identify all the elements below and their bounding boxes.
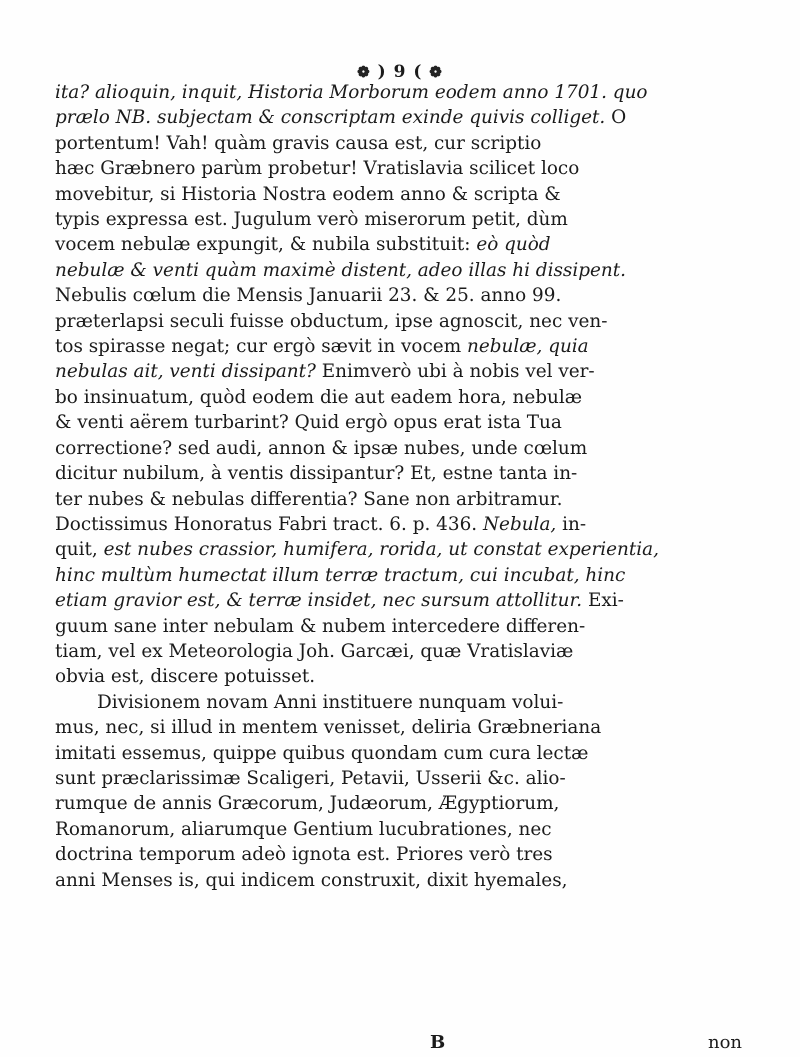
text-segment: imitati essemus, quippe quibus quondam cum cura lectæ (55, 742, 589, 764)
text-segment: eò quòd (476, 234, 551, 256)
text-segment: Nebula, (482, 513, 557, 535)
page-number: ) 9 ( (377, 62, 423, 82)
text-line (55, 334, 773, 359)
text-segment: anni Menses is, qui indicem construxit, dixit hyemales, (55, 869, 568, 891)
text-line (55, 359, 773, 384)
text-segment: nebulæ, quia (466, 336, 589, 358)
text-line (55, 182, 773, 207)
text-segment: hæc Græbnero parùm probetur! Vratislavia scilicet loco (55, 158, 580, 180)
text-segment: portentum! Vah! quàm gravis causa est, cur scriptio (55, 132, 542, 154)
text-segment: Doctissimus Honoratus Fabri tract. 6. p. 436. (55, 513, 483, 535)
text-segment: correctione? sed audi, annon & ipsæ nubes, unde cœlum (55, 437, 588, 459)
catchword: non (708, 1032, 743, 1053)
text-line (55, 105, 773, 130)
text-line (55, 258, 773, 283)
text-line (55, 156, 773, 181)
text-line (55, 791, 773, 816)
text-line (55, 817, 773, 842)
running-header (0, 62, 800, 82)
body-text (55, 80, 773, 893)
text-segment: typis expressa est. Jugulum verò miserorum petit, dùm (55, 209, 568, 231)
text-segment: tiam, vel ex Meteorologia Joh. Garcæi, quæ Vratislaviæ (55, 640, 574, 662)
text-line (55, 741, 773, 766)
text-line (55, 614, 773, 639)
text-segment: ita? alioquin, inquit, Historia Morborum eodem anno 1701. quo (55, 82, 648, 103)
text-segment: Romanorum, aliarumque Gentium lucubrationes, nec (55, 818, 552, 840)
text-segment: est nubes crassior, humifera, rorida, ut constat experientia, (103, 539, 659, 561)
text-segment: in- (556, 513, 587, 535)
text-line (55, 487, 773, 512)
right-ornament-icon: ❁ (429, 63, 443, 81)
text-line (55, 868, 773, 893)
text-segment: movebitur, si Historia Nostra eodem anno & scripta & (55, 183, 561, 205)
text-line (55, 639, 773, 664)
text-segment: Exi- (582, 590, 624, 612)
text-segment: rumque de annis Græcorum, Judæorum, Ægyptiorum, (55, 793, 560, 815)
text-segment: prælo NB. subjectam & conscriptam exinde quivis colliget. (55, 107, 606, 129)
text-line (55, 309, 773, 334)
left-ornament-icon: ❁ (357, 63, 371, 81)
text-line (55, 232, 773, 257)
text-segment: Divisionem novam Anni instituere nunquam volui- (97, 691, 564, 713)
text-segment: ter nubes & nebulas differentia? Sane non arbitramur. (55, 488, 563, 510)
text-segment: sunt præclarissimæ Scaligeri, Petavii, Usserii &c. alio- (55, 767, 566, 789)
text-segment: nebulæ & venti quàm maximè distent, adeo illas hi dissipent. (55, 259, 626, 281)
text-segment: doctrina temporum adeò ignota est. Priores verò tres (55, 844, 553, 866)
text-segment: & venti aërem turbarint? Quid ergò opus erat ista Tua (55, 412, 562, 434)
text-line (55, 436, 773, 461)
text-line (55, 588, 773, 613)
text-segment: vocem nebulæ expungit, & nubila substituit: (55, 234, 477, 256)
text-segment: hinc multùm humectat illum terræ tractum, cui incubat, hinc (55, 564, 626, 586)
text-segment: obvia est, discere potuisset. (55, 666, 316, 688)
text-segment: etiam gravior est, & terræ insidet, nec sursum attollitur. (55, 590, 583, 612)
text-segment: Nebulis cœlum die Mensis Januarii 23. & 25. anno 99. (55, 285, 562, 307)
text-line (55, 131, 773, 156)
text-line (55, 715, 773, 740)
text-segment: mus, nec, si illud in mentem venisset, deliria Græbneriana (55, 717, 602, 739)
text-segment: dicitur nubilum, à ventis dissipantur? Et, estne tanta in- (55, 463, 578, 485)
text-line (55, 461, 773, 486)
text-line (55, 283, 773, 308)
text-segment: præterlapsi seculi fuisse obductum, ipse agnoscit, nec ven- (55, 310, 608, 332)
text-line (55, 563, 773, 588)
text-segment: bo insinuatum, quòd eodem die aut eadem hora, nebulæ (55, 386, 583, 408)
text-segment: quit, (55, 539, 104, 561)
text-line (55, 537, 773, 562)
text-segment: Enimverò ubi à nobis vel ver- (315, 361, 595, 383)
text-line (55, 512, 773, 537)
text-segment: guum sane inter nebulam & nubem intercedere differen- (55, 615, 586, 637)
text-line (55, 842, 773, 867)
signature-mark: B (430, 1032, 446, 1053)
text-segment: O (605, 107, 627, 129)
text-line (55, 207, 773, 232)
text-line (55, 385, 773, 410)
text-line (55, 690, 773, 715)
text-segment: tos spirasse negat; cur ergò sævit in vocem (55, 336, 467, 358)
text-line (55, 766, 773, 791)
text-line (55, 80, 773, 105)
text-line (55, 664, 773, 689)
text-segment: nebulas ait, venti dissipant? (55, 361, 316, 383)
text-line (55, 410, 773, 435)
